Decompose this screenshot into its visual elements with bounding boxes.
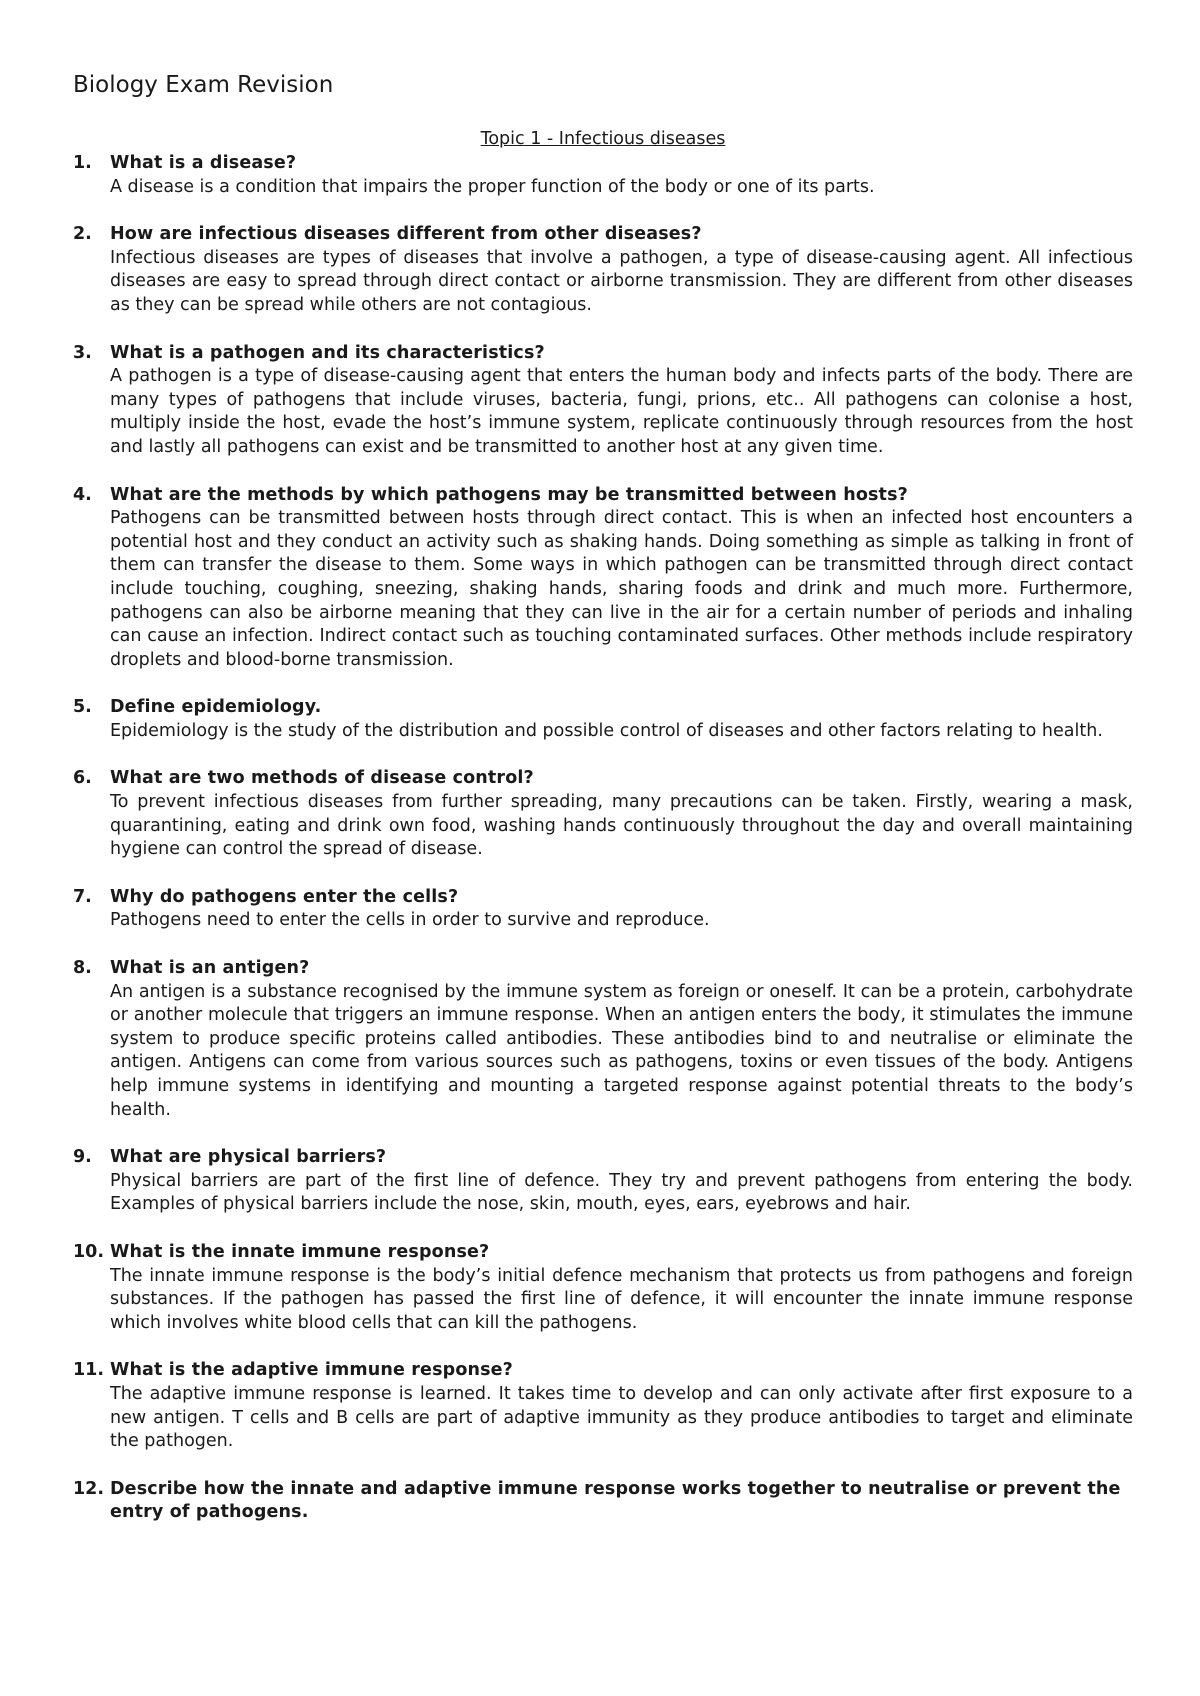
question-text: What is the adaptive immune response? <box>110 1360 513 1381</box>
spacer <box>73 318 1133 342</box>
question-text: What are physical barriers? <box>110 1147 387 1168</box>
question-number: 8. <box>73 958 92 979</box>
question-number: 5. <box>73 697 92 718</box>
topic-heading: Topic 1 - Infectious diseases <box>480 129 726 149</box>
question-item <box>73 886 1133 933</box>
spacer <box>73 1454 1133 1478</box>
question-list <box>73 152 1133 1525</box>
question-text: What is an antigen? <box>110 958 310 979</box>
question-number: 9. <box>73 1147 92 1168</box>
answer-text: To prevent infectious diseases from further spreading, many precautions can be taken. Firstly, wearing a mask, quarantining, eating and drink own food, washing hands continuously throughout the day and overall maintaining hygiene can control the spread of disease. <box>110 792 1133 860</box>
spacer <box>73 743 1133 767</box>
document-title: Biology Exam Revision <box>73 72 334 98</box>
question-item <box>73 223 1133 317</box>
spacer <box>73 1335 1133 1359</box>
spacer <box>73 460 1133 484</box>
spacer <box>73 933 1133 957</box>
answer-text: An antigen is a substance recognised by the immune system as foreign or oneself. It can be a protein, carbohydrate or another molecule that triggers an immune response. When an antigen enters the body, it stimulates the immune system to produce specific proteins called antibodies. These antibodies bind to and neutralise or eliminate the antigen. Antigens can come from various sources such as pathogens, toxins or even tissues of the body. Antigens help immune systems in identifying and mounting a targeted response against potential threats to the body’s health. <box>110 981 1133 1120</box>
answer-text: Physical barriers are part of the first line of defence. They try and prevent pathogens from entering the body. Examples of physical barriers include the nose, skin, mouth, eyes, ears, eyebrows and hair. <box>110 1170 1133 1215</box>
spacer <box>73 199 1133 223</box>
question-text: Why do pathogens enter the cells? <box>110 886 459 907</box>
question-number: 10. <box>73 1241 105 1262</box>
question-text: Define epidemiology. <box>110 697 322 718</box>
question-number: 11. <box>73 1360 105 1381</box>
spacer <box>73 862 1133 886</box>
question-number: 12. <box>73 1478 105 1499</box>
question-item <box>73 1241 1133 1335</box>
question-item <box>73 696 1133 743</box>
question-text: Describe how the innate and adaptive immune response works together to neutralise or prevent the entry of pathogens. <box>110 1478 1121 1523</box>
question-number: 2. <box>73 224 92 245</box>
question-text: What is a pathogen and its characteristics? <box>110 342 545 363</box>
question-item <box>73 1359 1133 1453</box>
answer-text: A pathogen is a type of disease-causing agent that enters the human body and infects parts of the body. There are many types of pathogens that include viruses, bacteria, fungi, prions, etc.. All pathogens can colonise a host, multiply inside the host, evade the host’s immune system, replicate continuously through resources from the host and lastly all pathogens can exist and be transmitted to another host at any given time. <box>110 366 1133 457</box>
answer-text: Pathogens need to enter the cells in order to survive and reproduce. <box>110 910 710 931</box>
question-number: 7. <box>73 886 92 907</box>
question-text: What are the methods by which pathogens may be transmitted between hosts? <box>110 484 908 505</box>
question-item <box>73 1478 1133 1525</box>
question-text: What is a disease? <box>110 153 297 173</box>
answer-text: Epidemiology is the study of the distribution and possible control of diseases and other factors relating to health. <box>110 720 1103 741</box>
question-item <box>73 767 1133 861</box>
question-number: 1. <box>73 153 92 173</box>
spacer <box>73 672 1133 696</box>
answer-text: A disease is a condition that impairs the proper function of the body or one of its parts. <box>110 176 875 197</box>
answer-text: The adaptive immune response is learned. It takes time to develop and can only activate after first exposure to a new antigen. T cells and B cells are part of adaptive immunity as they produce antibodies to target and eliminate the pathogen. <box>110 1383 1133 1452</box>
question-text: What are two methods of disease control? <box>110 768 534 789</box>
question-item <box>73 957 1133 1122</box>
answer-text: The innate immune response is the body’s initial defence mechanism that protects us from pathogens and foreign substances. If the pathogen has passed the first line of defence, it will encounter the innate immune response which involves white blood cells that can kill the pathogens. <box>110 1265 1133 1333</box>
answer-text: Infectious diseases are types of diseases that involve a pathogen, a type of disease-causing agent. All infectious diseases are easy to spread through direct contact or airborne transmission. They are different from other diseases as they can be spread while others are not contagious. <box>110 247 1133 315</box>
question-text: How are infectious diseases different from other diseases? <box>110 224 702 245</box>
spacer <box>73 1217 1133 1241</box>
question-item <box>73 1146 1133 1217</box>
question-item <box>73 342 1133 460</box>
question-number: 3. <box>73 342 92 363</box>
question-item <box>73 484 1133 673</box>
answer-text: Pathogens can be transmitted between hosts through direct contact. This is when an infected host encounters a potential host and they conduct an activity such as shaking hands. Doing something as simple as talking in front of them can transfer the disease to them. Some ways in which pathogen can be transmitted through direct contact include touching, coughing, sneezing, shaking hands, sharing foods and drink and much more. Furthermore, pathogens can also be airborne meaning that they can live in the air for a certain number of periods and inhaling can cause an infection. Indirect contact such as touching contaminated surfaces. Other methods include respiratory droplets and blood-borne transmission. <box>110 508 1133 670</box>
question-number: 4. <box>73 484 92 505</box>
question-number: 6. <box>73 768 92 789</box>
question-item <box>73 152 1133 199</box>
question-text: What is the innate immune response? <box>110 1241 490 1262</box>
spacer <box>73 1122 1133 1146</box>
